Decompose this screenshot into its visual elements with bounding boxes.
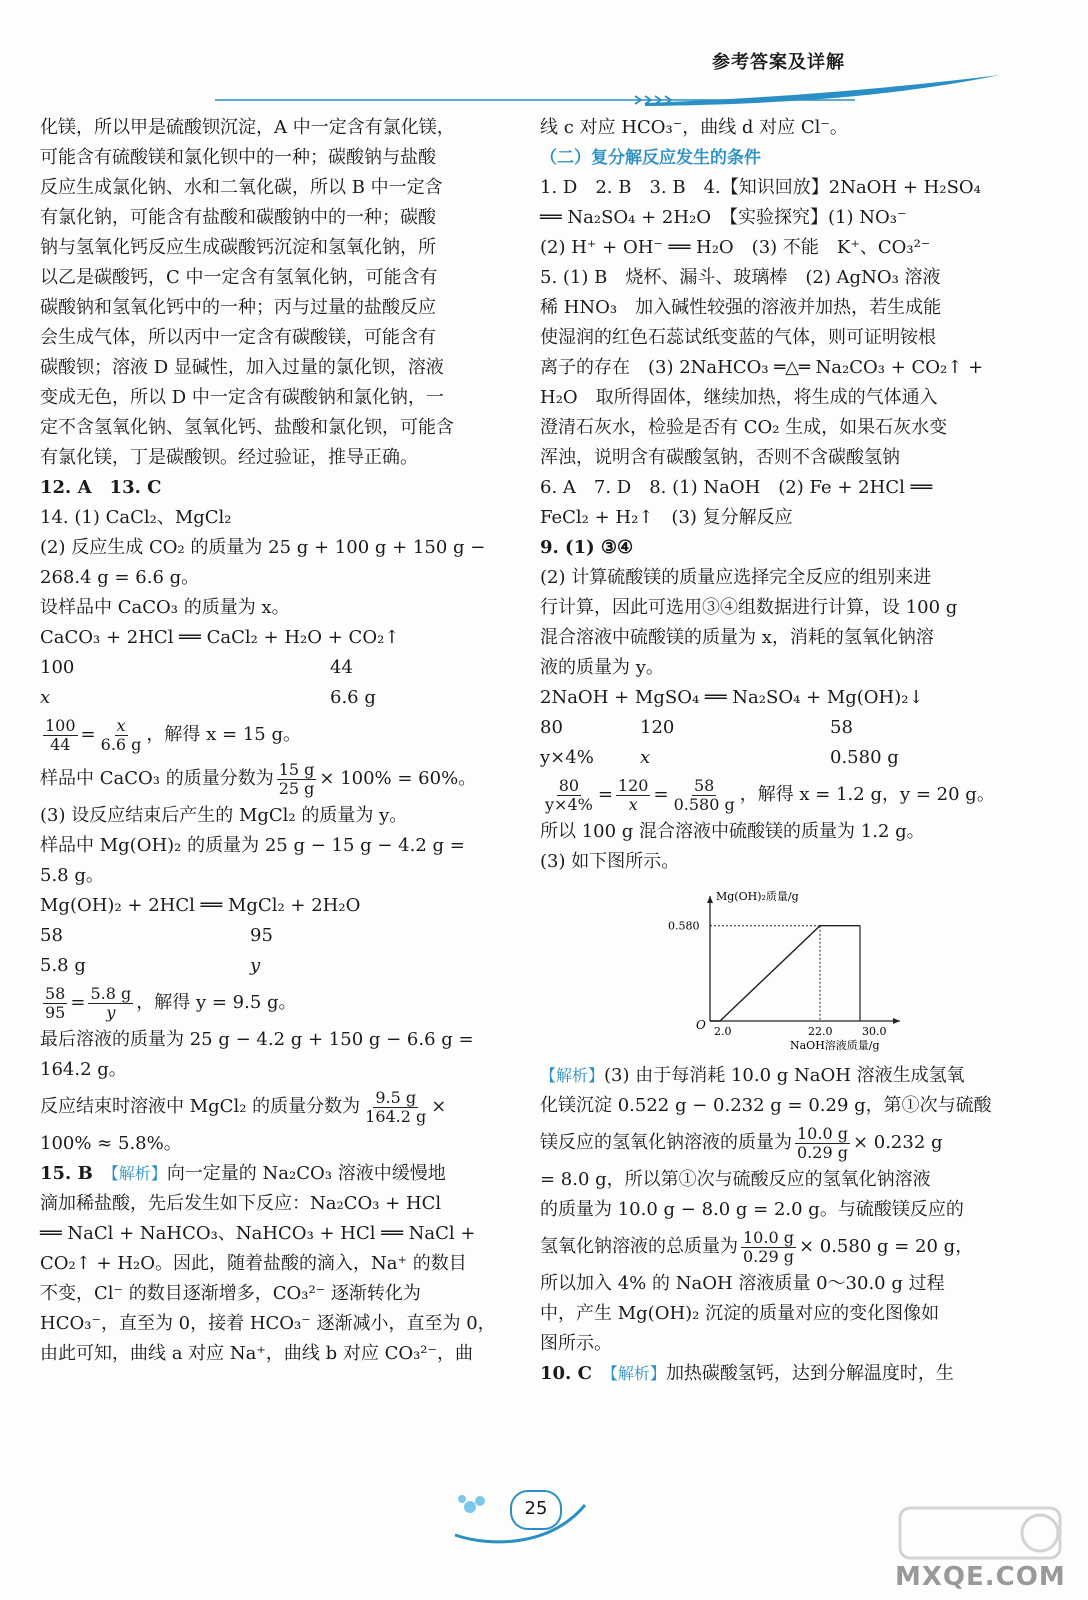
- analysis-tag: 【解析】: [110, 1164, 167, 1183]
- proportion-mgso4: $\frac{80}{y\times 4\%}$ = $\frac{120}{x}$ = $\frac{58}{0.580 g}$ ，解得 x = 1.2 g，y = 20 g。: [545, 775, 995, 814]
- header-decoration: [215, 70, 1000, 110]
- denominator: y×4%: [545, 794, 593, 814]
- text-line: 的质量为 10.0 g − 8.0 g = 2.0 g。与硫酸镁反应的: [540, 1199, 964, 1220]
- x-tick-label: 22.0: [808, 1025, 833, 1038]
- text-line: (2) 计算硫酸镁的质量应选择完全反应的组别来进: [540, 567, 932, 588]
- analysis-tag: 【解析】: [609, 1364, 666, 1383]
- proportion-caco3: $\frac{100}{44}$ = $\frac{x}{6.6 g}$ ，解得 x = 15 g。: [45, 715, 301, 754]
- text-line: 澄清石灰水，检验是否有 CO₂ 生成，如果石灰水变: [540, 417, 948, 438]
- text-line: H₂O 取所得固体，继续加热，将生成的气体通入: [540, 387, 938, 408]
- text-line: 行计算，因此可选用③④组数据进行计算，设 100 g: [540, 597, 958, 618]
- denominator: y: [106, 1002, 116, 1022]
- fraction: [741, 1229, 796, 1266]
- text-line: 变成无色，所以 D 中一定含有碳酸钠和氯化钠，一: [40, 387, 444, 408]
- numerator: 100: [45, 715, 76, 735]
- question-number: 10. C: [540, 1363, 592, 1384]
- text-line: 混合溶液中硫酸镁的质量为 x，消耗的氢氧化钠溶: [540, 627, 934, 648]
- fraction: [88, 985, 133, 1022]
- page-number: 25: [510, 1490, 562, 1530]
- text-line: 100% ≈ 5.8%。: [40, 1133, 182, 1154]
- naoh-mass-total: [540, 1225, 1018, 1269]
- fraction: [99, 717, 144, 754]
- answer-9-1: 9. (1) ③④: [540, 537, 634, 558]
- ratio-value: 80: [540, 717, 563, 738]
- x-tick-label: 30.0: [862, 1025, 887, 1038]
- text: (3) 由于每消耗 10.0 g NaOH 溶液生成氢氧: [604, 1065, 965, 1086]
- denominator: x: [628, 794, 638, 814]
- equation-mgso4: 2NaOH + MgSO₄ ══ Na₂SO₄ + Mg(OH)₂↓: [540, 687, 924, 708]
- answer-15: [40, 1159, 502, 1189]
- ratio-col: [830, 713, 899, 773]
- text-line: 线 c 对应 HCO₃⁻，曲线 d 对应 Cl⁻。: [540, 117, 848, 138]
- text: × 0.580 g = 20 g，: [798, 1236, 974, 1257]
- equation-caco3: CaCO₃ + 2HCl ══ CaCl₂ + H₂O + CO₂↑: [40, 627, 400, 648]
- text-line: 钠与氢氧化钙反应生成碳酸钙沉淀和氢氧化钠，所: [40, 237, 436, 258]
- numerator: 15 g: [278, 759, 315, 779]
- numerator: 58: [45, 983, 66, 1003]
- text: × 0.232 g: [852, 1132, 943, 1153]
- text-line: 最后溶液的质量为 25 g − 4.2 g + 150 g − 6.6 g =: [40, 1029, 474, 1050]
- denominator: 44: [50, 734, 71, 754]
- ratio-row: [40, 921, 502, 981]
- mass-fraction-mgcl2: [40, 1085, 502, 1129]
- text-line: 中，产生 Mg(OH)₂ 沉淀的质量对应的变化图像如: [540, 1303, 940, 1324]
- ratio-value: x: [640, 747, 651, 768]
- naoh-mass-first: [540, 1121, 1018, 1165]
- answer-12-13: 12. A 13. C: [40, 477, 162, 498]
- text-line: 图所示。: [540, 1333, 612, 1354]
- text: 氢氧化钠溶液的总质量为: [540, 1236, 738, 1257]
- left-column: [40, 113, 502, 1369]
- text-line: 会生成气体，所以丙中一定含有碳酸镁，可能含有: [40, 327, 436, 348]
- text-line: 反应生成氯化钠、水和二氧化碳，所以 B 中一定含: [40, 177, 443, 198]
- ratio-row: [540, 713, 1018, 773]
- fraction: [277, 761, 317, 798]
- y-tick-label: 0.580: [668, 919, 700, 933]
- analysis-line: [540, 1061, 1018, 1091]
- ratio-value: y: [250, 955, 261, 976]
- denominator: 0.29 g: [797, 1142, 848, 1162]
- text-line: 所以加入 4% 的 NaOH 溶液质量 0～30.0 g 过程: [540, 1273, 945, 1294]
- denominator: 0.29 g: [743, 1246, 794, 1266]
- chart-svg: [540, 881, 1018, 1061]
- y-axis-arrow: [707, 896, 713, 903]
- text-line: 定不含氢氧化钠、氢氧化钙、盐酸和氯化钡，可能含: [40, 417, 454, 438]
- fraction: [616, 777, 651, 814]
- denominator: 164.2 g: [365, 1106, 427, 1126]
- ratio-left: [40, 921, 250, 981]
- text-line: 滴加稀盐酸，先后发生如下反应：Na₂CO₃ + HCl: [40, 1193, 442, 1214]
- ratio-right: [330, 653, 376, 713]
- ratio-row: [40, 653, 502, 713]
- text-line: 不变，Cl⁻ 的数目逐渐增多，CO₃²⁻ 逐渐转化为: [40, 1283, 421, 1304]
- solution-text: ，解得 x = 1.2 g，y = 20 g。: [739, 784, 995, 805]
- text-line: (2) 反应生成 CO₂ 的质量为 25 g + 100 g + 150 g −: [40, 537, 486, 558]
- ratio-value: 6.6 g: [330, 687, 376, 708]
- text-line: 6. A 7. D 8. (1) NaOH (2) Fe + 2HCl ══: [540, 477, 933, 498]
- right-column: [540, 113, 1018, 1389]
- text-line: 使湿润的红色石蕊试纸变蓝的气体，则可证明铵根: [540, 327, 936, 348]
- page-header-title: 参考答案及详解: [712, 52, 845, 73]
- ratio-value: 44: [330, 657, 353, 678]
- text-line: 5. (1) B 烧杯、漏斗、玻璃棒 (2) AgNO₃ 溶液: [540, 267, 941, 288]
- answer-14-1: 14. (1) CaCl₂、MgCl₂: [40, 507, 232, 528]
- watermark-text: MXQE.COM: [895, 1562, 1066, 1592]
- x-axis-label: NaOH溶液质量/g: [790, 1039, 880, 1052]
- text-line: CO₂↑ + H₂O。因此，随着盐酸的滴入，Na⁺ 的数目: [40, 1253, 467, 1274]
- text-line: = 8.0 g，所以第①次与硫酸反应的氢氧化钠溶液: [540, 1169, 931, 1190]
- denominator: 95: [45, 1002, 66, 1022]
- numerator: 10.0 g: [797, 1123, 848, 1143]
- ratio-value: 58: [830, 717, 853, 738]
- mass-fraction-caco3: [40, 757, 502, 801]
- text-line: 164.2 g。: [40, 1059, 127, 1080]
- ratio-value: 100: [40, 657, 75, 678]
- text: 样品中 CaCO₃ 的质量分数为: [40, 768, 274, 789]
- numerator: 9.5 g: [375, 1087, 417, 1107]
- ratio-value: 5.8 g: [40, 955, 86, 976]
- analysis-tag: 【解析】: [540, 1066, 605, 1085]
- section-heading: （二）复分解反应发生的条件: [540, 148, 761, 168]
- text-line: 液的质量为 y。: [540, 657, 664, 678]
- text: 反应结束时溶液中 MgCl₂ 的质量分数为: [40, 1096, 361, 1117]
- denominator: 0.580 g: [673, 794, 735, 814]
- numerator: x: [116, 715, 126, 735]
- solution-text: ，解得 x = 15 g。: [146, 724, 301, 745]
- fraction: [543, 777, 595, 814]
- text-line: 设样品中 CaCO₃ 的质量为 x。: [40, 597, 290, 618]
- text-line: 以乙是碳酸钙，C 中一定含有氢氧化钠，可能含有: [40, 267, 438, 288]
- text-line: HCO₃⁻，直至为 0，接着 HCO₃⁻ 逐渐减小，直至为 0，: [40, 1313, 496, 1334]
- text-line: (2) H⁺ + OH⁻ ══ H₂O (3) 不能 K⁺、CO₃²⁻: [540, 237, 931, 258]
- fraction: [43, 985, 67, 1022]
- question-number: 15. B: [40, 1163, 93, 1184]
- text-line: 268.4 g = 6.6 g。: [40, 567, 200, 588]
- ratio-value: 95: [250, 925, 273, 946]
- equation-mgoh2: Mg(OH)₂ + 2HCl ══ MgCl₂ + 2H₂O: [40, 895, 361, 916]
- answer-10: [540, 1359, 1018, 1389]
- numerator: 5.8 g: [90, 983, 132, 1003]
- text-line: 浑浊，说明含有碳酸氢钠，否则不含碳酸氢钠: [540, 447, 900, 468]
- numerator: 58: [693, 775, 715, 795]
- ratio-value: x: [40, 687, 51, 708]
- ratio-value: 58: [40, 925, 63, 946]
- numerator: 120: [617, 775, 649, 795]
- mgoh2-chart: [540, 881, 1018, 1061]
- y-axis-label: Mg(OH)₂质量/g: [716, 890, 799, 903]
- text-line: 稀 HNO₃ 加入碱性较强的溶液并加热，若生成能: [540, 297, 942, 318]
- ratio-left: [40, 653, 330, 713]
- text: 加热碳酸氢钙，达到分解温度时，生: [665, 1363, 954, 1384]
- text-line: ══ Na₂SO₄ + 2H₂O 【实验探究】(1) NO₃⁻: [540, 207, 907, 228]
- solution-text: ，解得 y = 9.5 g。: [136, 992, 297, 1013]
- text-line: 5.8 g。: [40, 865, 104, 886]
- fraction: [43, 717, 78, 754]
- origin-label: O: [696, 1018, 706, 1032]
- denominator: 25 g: [278, 778, 315, 798]
- text-line: 化镁，所以甲是硫酸钡沉淀，A 中一定含有氯化镁，: [40, 117, 455, 138]
- proportion-mgcl2: $\frac{58}{95}$ = $\frac{5.8 g}{y}$ ，解得 y = 9.5 g。: [45, 983, 297, 1022]
- numerator: 80: [558, 775, 580, 795]
- text-line: 有氯化镁，丁是碳酸钡。经过验证，推导正确。: [40, 447, 418, 468]
- fraction: [672, 777, 737, 814]
- text-line: (3) 设反应结束后产生的 MgCl₂ 的质量为 y。: [40, 805, 408, 826]
- ratio-value: 0.580 g: [830, 747, 899, 768]
- text: 向一定量的 Na₂CO₃ 溶液中缓慢地: [166, 1163, 446, 1184]
- text-line: 所以 100 g 混合溶液中硫酸镁的质量为 1.2 g。: [540, 821, 925, 842]
- fraction: [363, 1089, 428, 1126]
- text: 镁反应的氢氧化钠溶液的质量为: [540, 1132, 792, 1153]
- series-line: [710, 926, 860, 1021]
- text-line: 样品中 Mg(OH)₂ 的质量为 25 g − 15 g − 4.2 g =: [40, 835, 465, 856]
- denominator: 6.6 g: [100, 734, 142, 754]
- fraction: [795, 1125, 850, 1162]
- ratio-value: 120: [640, 717, 675, 738]
- text-line: 化镁沉淀 0.522 g − 0.232 g = 0.29 g，第①次与硫酸: [540, 1095, 992, 1116]
- numerator: 10.0 g: [743, 1227, 794, 1247]
- text-line: 1. D 2. B 3. B 4.【知识回放】2NaOH + H₂SO₄: [540, 177, 981, 198]
- text-line: ══ NaCl + NaHCO₃、NaHCO₃ + HCl ══ NaCl +: [40, 1223, 476, 1244]
- x-tick-label: 2.0: [714, 1025, 732, 1038]
- text-line: 碳酸钠和氢氧化钙中的一种；丙与过量的盐酸反应: [40, 297, 436, 318]
- ratio-col: [640, 713, 830, 773]
- text: × 100% = 60%。: [319, 768, 477, 789]
- ratio-value: y×4%: [540, 747, 594, 768]
- text-line: 有氯化钠，可能含有盐酸和碳酸钠中的一种；碳酸: [40, 207, 436, 228]
- text-line: FeCl₂ + H₂↑ (3) 复分解反应: [540, 507, 793, 528]
- text-line: 由此可知，曲线 a 对应 Na⁺，曲线 b 对应 CO₃²⁻，曲: [40, 1343, 474, 1364]
- text-line: (3) 如下图所示。: [540, 851, 680, 872]
- text-line: 离子的存在 (3) 2NaHCO₃ ═△═ Na₂CO₃ + CO₂↑ +: [540, 357, 984, 378]
- ratio-right: [250, 921, 273, 981]
- text: ×: [431, 1096, 447, 1117]
- text-line: 碳酸钡；溶液 D 显碱性，加入过量的氯化钡，溶液: [40, 357, 444, 378]
- x-axis-arrow: [893, 1018, 900, 1024]
- ratio-col: [540, 713, 640, 773]
- text-line: 可能含有硫酸镁和氯化钡中的一种；碳酸钠与盐酸: [40, 147, 436, 168]
